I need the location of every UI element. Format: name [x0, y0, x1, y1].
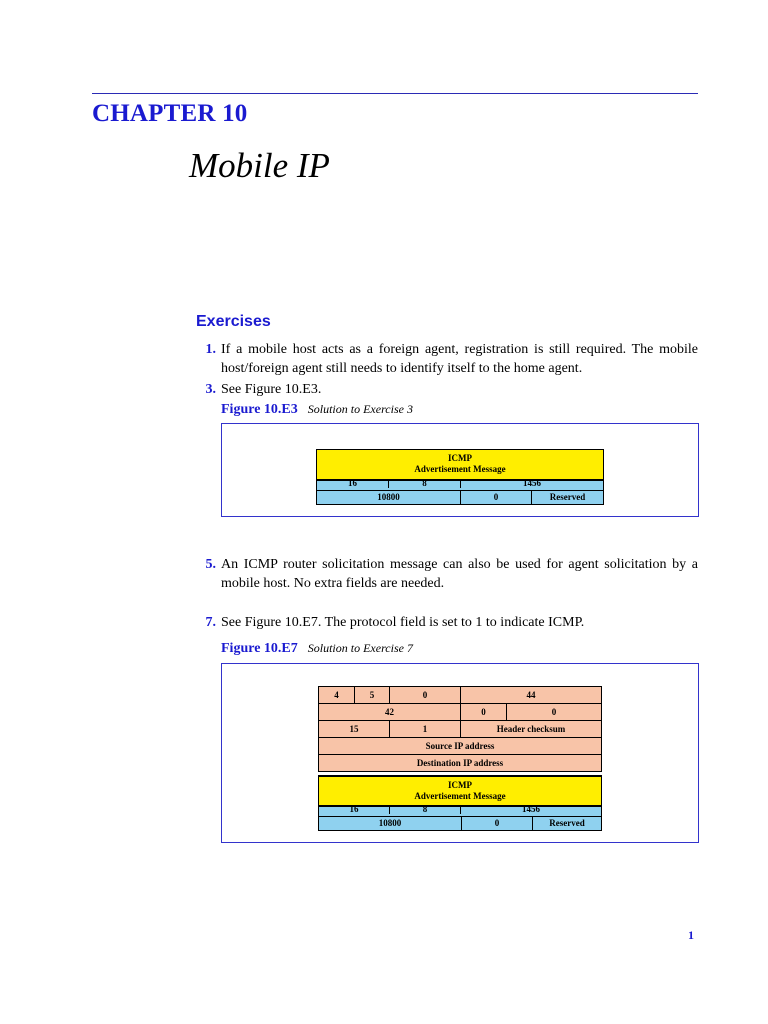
figure-label: Figure 10.E7 — [221, 641, 298, 656]
field-lifetime: 10800 — [317, 491, 461, 504]
figure-e7-box — [221, 663, 699, 843]
field-code: 0 — [461, 491, 532, 504]
field-type: 16 — [319, 805, 390, 814]
field-fragment-offset: 0 — [551, 706, 557, 717]
exercise-number: 1. — [205, 342, 216, 357]
figure-e3-box — [221, 423, 699, 517]
exercise-5 — [200, 555, 698, 593]
field-type: 16 — [317, 479, 389, 488]
field-protocol: 1 — [390, 721, 461, 737]
figure-caption-e7 — [221, 641, 413, 657]
exercise-number: 7. — [205, 615, 216, 630]
field-flags: 0 — [461, 704, 507, 720]
figure-caption-e3 — [221, 402, 413, 418]
ip-header-row-4 — [318, 737, 602, 755]
icmp-field-row-2 — [318, 816, 602, 831]
field-ttl: 15 — [319, 721, 390, 737]
ip-header-row-1 — [318, 686, 602, 704]
field-hlen: 5 — [355, 687, 390, 703]
field-service-type: 0 — [390, 687, 461, 703]
field-lifetime: 10800 — [319, 817, 462, 830]
figure-description: Solution to Exercise 3 — [307, 402, 413, 416]
exercise-text: If a mobile host acts as a foreign agent, registration is still required. The mobile host/foreign agent still needs to identify itself to the home agent. — [221, 342, 698, 376]
icmp-header-block — [316, 449, 604, 480]
exercise-1 — [200, 340, 698, 378]
field-total-length: 44 — [526, 689, 536, 700]
field-reserved: Reserved — [549, 492, 586, 502]
field-length: 8 — [389, 479, 461, 488]
exercise-number: 5. — [205, 557, 216, 572]
icmp-message-label: Advertisement Message — [414, 791, 506, 801]
chapter-title: Mobile IP — [189, 146, 330, 185]
section-heading: Exercises — [196, 313, 271, 330]
icmp-header-block — [318, 775, 602, 806]
ip-header-row-2 — [318, 703, 602, 721]
exercise-3 — [200, 380, 698, 399]
field-source-ip: Source IP address — [425, 740, 495, 751]
field-length: 8 — [390, 805, 461, 814]
exercise-7 — [200, 613, 698, 632]
ip-header-row-5 — [318, 754, 602, 772]
field-sequence-number: 1456 — [523, 478, 541, 488]
field-version: 4 — [319, 687, 355, 703]
exercise-number: 3. — [205, 382, 216, 397]
field-code: 0 — [462, 817, 533, 830]
page-number: 1 — [688, 928, 694, 942]
ip-header-row-3 — [318, 720, 602, 738]
figure-description: Solution to Exercise 7 — [307, 641, 413, 655]
exercise-text: See Figure 10.E7. The protocol field is set to 1 to indicate ICMP. — [221, 615, 585, 630]
top-rule — [92, 93, 698, 94]
exercise-text: An ICMP router solicitation message can also be used for agent solicitation by a mobile host. No extra fields are needed. — [221, 557, 698, 591]
chapter-label: CHAPTER 10 — [92, 100, 248, 127]
icmp-label: ICMP — [448, 453, 472, 463]
icmp-message-label: Advertisement Message — [414, 464, 506, 474]
icmp-label: ICMP — [448, 780, 472, 790]
field-identification: 42 — [319, 704, 461, 720]
icmp-field-row-2 — [316, 490, 604, 505]
field-destination-ip: Destination IP address — [416, 757, 504, 768]
field-reserved: Reserved — [549, 818, 585, 828]
figure-label: Figure 10.E3 — [221, 402, 298, 417]
field-header-checksum: Header checksum — [496, 723, 566, 734]
exercise-text: See Figure 10.E3. — [221, 382, 322, 397]
field-sequence-number: 1456 — [522, 804, 540, 814]
